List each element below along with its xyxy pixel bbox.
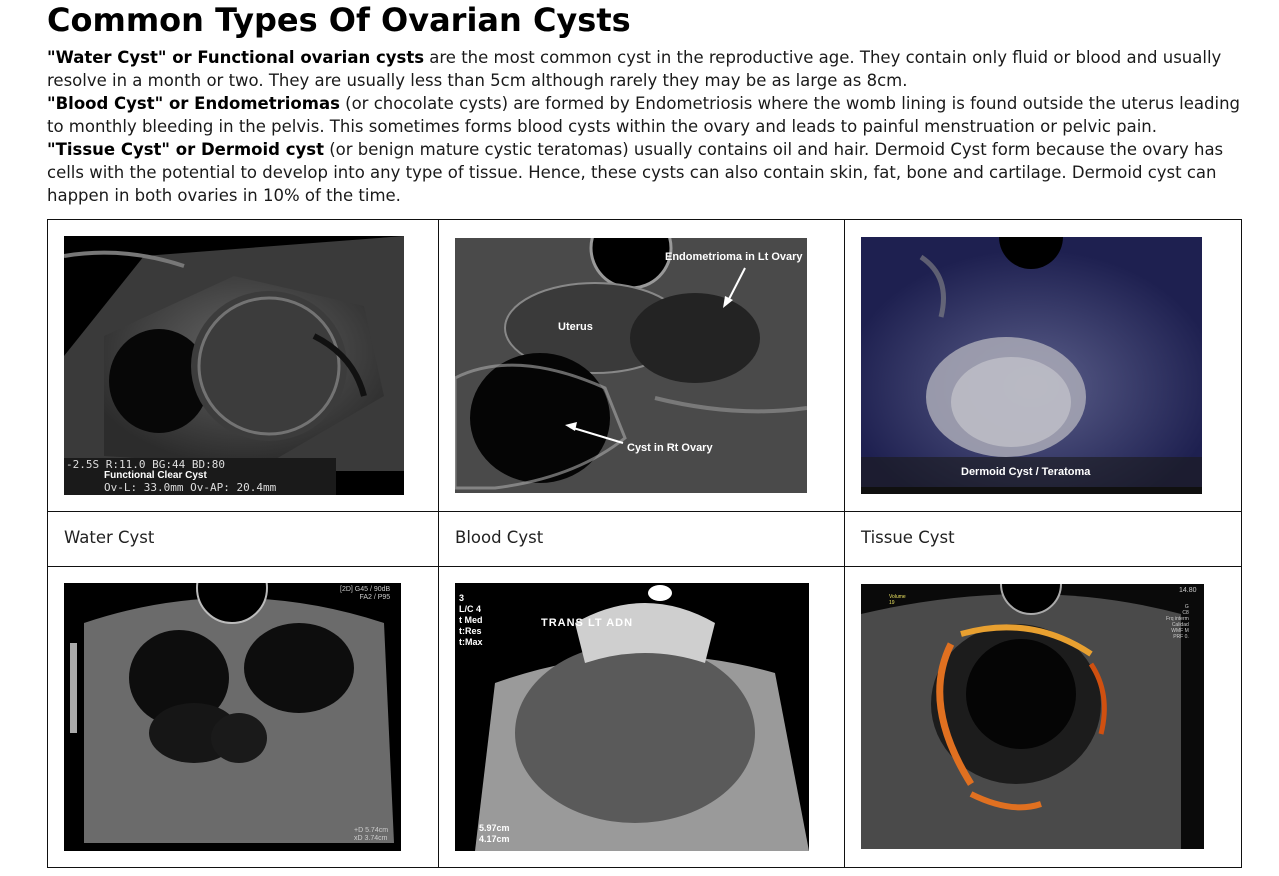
intro-paragraph-water [47, 46, 1242, 92]
page-title: Common Types Of Ovarian Cysts [47, 1, 631, 39]
water-cyst-caption: Water Cyst [64, 528, 155, 547]
intro-body-water: are the most common cyst in the reproductive age. They contain only fluid or blood and usually resolve in a month or two. They are usually less than 5cm although rarely they may be as large as 8cm. [47, 48, 1222, 90]
uterus-label: Uterus [558, 321, 593, 333]
row2-left-image-cell [48, 567, 439, 868]
water-cyst-settings-label: -2.5S R:11.0 BG:44 BD:80 [66, 458, 225, 471]
table-row [48, 567, 1242, 868]
water-cyst-measurement: Ov-L: 33.0mm Ov-AP: 20.4mm [104, 481, 277, 494]
row2-left-measurement: +D 5.74cm xD 3.74cm [354, 827, 389, 842]
blood-cyst-caption: Blood Cyst [455, 528, 544, 547]
table-row [48, 220, 1242, 512]
multilocular-cyst-ultrasound-image [64, 583, 401, 851]
intro-body-blood: (or chocolate cysts) are formed by Endometriosis where the womb lining is found outside the uterus leading to monthly bleeding in the pelvis. This sometimes forms blood cysts within the ovary and leads to painful menstruation or pelvic pain. [47, 94, 1240, 136]
water-cyst-image-cell [48, 220, 439, 512]
row2-right-volume-label: Volume 19 [889, 594, 906, 606]
intro-text [47, 46, 1242, 207]
row2-right-side-settings: G C8 Frq interm Calidad WMF M PRF 0. [1166, 604, 1189, 640]
tissue-cyst-ultrasound-image [861, 237, 1202, 494]
blood-cyst-ultrasound-image [455, 238, 807, 493]
cyst-image-table [47, 219, 1242, 868]
caption-cell [845, 512, 1242, 567]
caption-cell [439, 512, 845, 567]
intro-paragraph-blood [47, 92, 1242, 138]
intro-body-tissue: (or benign mature cystic teratomas) usually contains oil and hair. Dermoid Cyst form because the ovary has cells with the potential to develop into any type of tissue. Hence, these cysts can also contain skin, fat, bone and cartilage. Dermoid cyst can happen in both ovaries in 10% of the time. [47, 140, 1224, 205]
water-cyst-ultrasound-image [64, 236, 404, 495]
row2-right-settings: 14.80 [1179, 587, 1197, 594]
water-cyst-image-label: Functional Clear Cyst [104, 470, 207, 481]
intro-bold-water: "Water Cyst" or Functional ovarian cysts [47, 48, 425, 67]
tissue-cyst-caption: Tissue Cyst [861, 528, 955, 547]
row2-middle-measurement: 5.97cm 4.17cm [479, 823, 510, 844]
caption-cell [48, 512, 439, 567]
tissue-cyst-image-cell [845, 220, 1242, 512]
row2-middle-image-cell [439, 567, 845, 868]
table-row [48, 512, 1242, 567]
doppler-cyst-ultrasound-image [861, 584, 1204, 849]
row2-right-image-cell [845, 567, 1242, 868]
rt-ovary-cyst-label: Cyst in Rt Ovary [627, 442, 713, 454]
hemorrhagic-cyst-ultrasound-image [455, 583, 809, 851]
intro-bold-tissue: "Tissue Cyst" or Dermoid cyst [47, 140, 324, 159]
row2-left-settings: [2D] G45 / 90dB FA2 / P95 [340, 586, 391, 601]
dermoid-cyst-label: Dermoid Cyst / Teratoma [961, 466, 1091, 478]
blood-cyst-image-cell [439, 220, 845, 512]
row2-middle-side-settings: 3 L/C 4 t Med t:Res t:Max [459, 593, 483, 647]
endometrioma-label: Endometrioma in Lt Ovary [665, 251, 803, 263]
trans-lt-adn-label: TRANS LT ADN [541, 617, 634, 629]
intro-bold-blood: "Blood Cyst" or Endometriomas [47, 94, 340, 113]
intro-paragraph-tissue [47, 138, 1242, 207]
